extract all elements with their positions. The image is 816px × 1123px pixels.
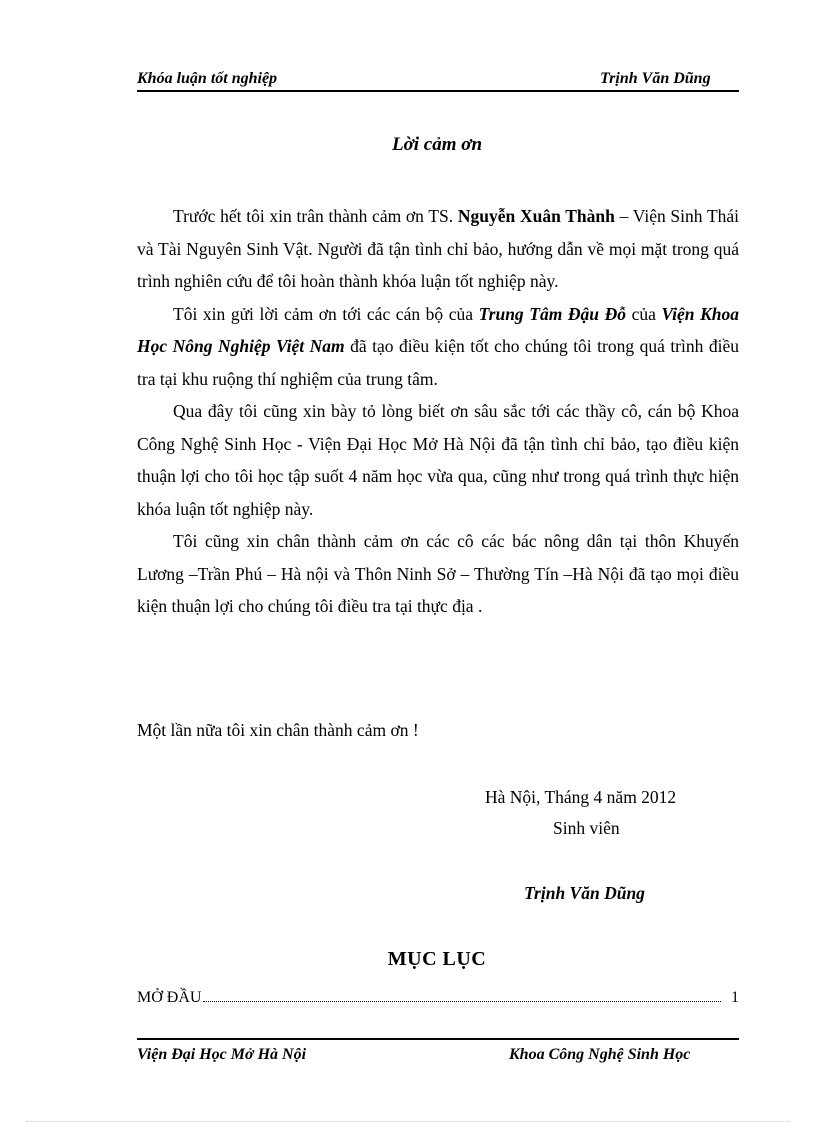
toc-entry-page: 1 xyxy=(731,989,739,1006)
paragraph-2: Tôi xin gửi lời cảm ơn tới các cán bộ của Trung Tâm Đậu Đỗ của Viện Khoa Học Nông Nghiệp Việt Nam đã tạo điều kiện tốt cho chúng tôi trong quá trình điều tra tại khu ruộng thí nghiệm của trung tâm. xyxy=(137,303,739,389)
page-bottom-divider xyxy=(26,1121,790,1122)
paragraph-3: Qua đây tôi cũng xin bày tỏ lòng biết ơn sâu sắc tới các thầy cô, cán bộ Khoa Công Nghệ Sinh Học - Viện Đại Học Mở Hà Nội đã tận tình chỉ bảo, tạo điều kiện thuận lợi cho tôi học tập suốt 4 năm học vừa qua, cũng như trong quá trình thực hiện khóa luận tốt nghiệp này. xyxy=(137,401,739,519)
toc-entry xyxy=(137,985,739,1007)
header-document-type: Khóa luận tốt nghiệp xyxy=(137,70,278,87)
page-title: Lời cảm ơn xyxy=(391,134,483,155)
header-author: Trịnh Văn Dũng xyxy=(600,70,711,87)
closing-line: Một lần nữa tôi xin chân thành cảm ơn ! xyxy=(137,720,419,740)
toc-entry-label: MỞ ĐẦU xyxy=(137,989,202,1006)
institute-name: Viện Khoa Học Nông Nghiệp Việt Nam xyxy=(137,303,739,356)
footer-institution: Viện Đại Học Mở Hà Nội xyxy=(137,1046,307,1063)
page-footer xyxy=(137,1038,739,1068)
acknowledgement-body xyxy=(137,200,739,623)
center-name: Trung Tâm Đậu Đỗ xyxy=(478,303,626,324)
footer-faculty: Khoa Công Nghệ Sinh Học xyxy=(509,1046,691,1063)
page-header xyxy=(137,68,739,92)
paragraph-4: Tôi cũng xin chân thành cảm ơn các cô các bác nông dân tại thôn Khuyến Lương –Trần Phú – Hà nội và Thôn Ninh Sở – Thường Tín –Hà Nội đã tạo mọi điều kiện thuận lợi cho chúng tôi điều tra tại thực địa . xyxy=(137,531,739,616)
advisor-name: Nguyễn Xuân Thành xyxy=(457,206,615,226)
signature-name: Trịnh Văn Dũng xyxy=(524,883,645,903)
toc-title: MỤC LỤC xyxy=(387,948,487,970)
paragraph-1: Trước hết tôi xin trân thành cảm ơn TS. Nguyễn Xuân Thành – Viện Sinh Thái và Tài Nguyên Sinh Vật. Người đã tận tình chỉ bảo, hướng dẫn về mọi mặt trong quá trình nghiên cứu để tôi hoàn thành khóa luận tốt nghiệp này. xyxy=(137,206,740,291)
signature-role: Sinh viên xyxy=(553,818,620,838)
toc-leader-dots xyxy=(203,1000,721,1002)
signature-date: Hà Nội, Tháng 4 năm 2012 xyxy=(485,787,677,807)
